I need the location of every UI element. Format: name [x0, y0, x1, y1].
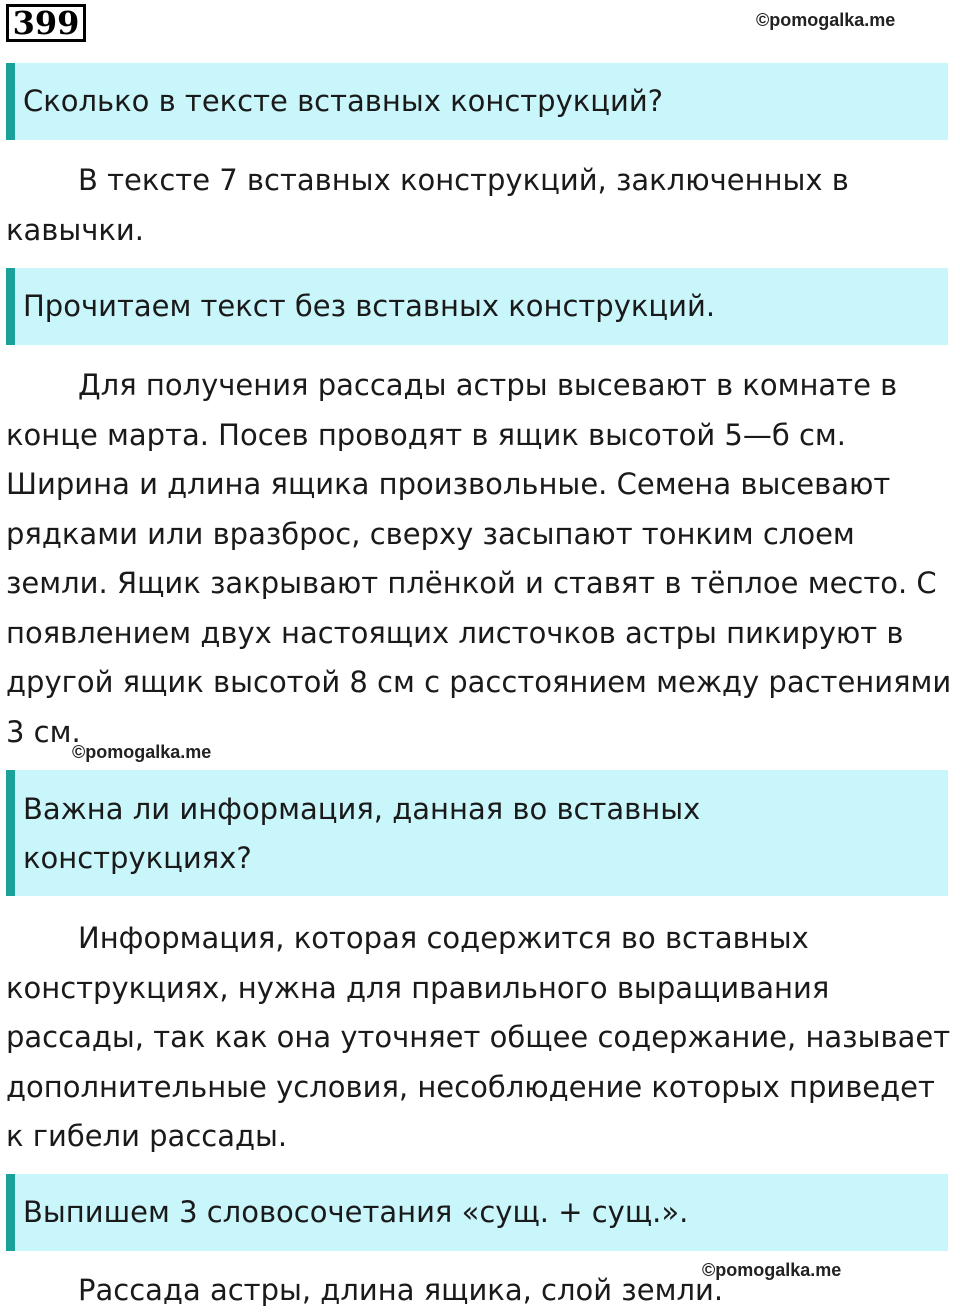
question-text: Важна ли информация, данная во вставных конструкциях?: [23, 792, 701, 875]
answer-paragraph-4: Рассада астры, длина ящика, слой земли.: [78, 1273, 724, 1307]
question-bar-4: [6, 1174, 948, 1251]
task-number-box: 399: [6, 4, 86, 42]
question-bar-1: [6, 63, 948, 140]
watermark-top: ©pomogalka.me: [756, 10, 896, 30]
watermark-middle: ©pomogalka.me: [72, 742, 212, 762]
question-text: Прочитаем текст без вставных конструкций.: [23, 289, 716, 323]
answer-paragraph-2: Для получения рассады астры высевают в комнате в конце марта. Посев проводят в ящик высотой 5—б см. Ширина и длина ящика произвольные. Семена высевают рядками или вразброс, сверху засыпают тонким слоем земли. Ящик закрывают плёнкой и ставят в тёплое место. С появлением двух настоящих листочков астры пикируют в другой ящик высотой 8 см с расстоянием между растениями 3 см.: [6, 368, 952, 749]
question-text: Выпишем 3 словосочетания «сущ. + сущ.».: [23, 1195, 689, 1229]
question-text: Сколько в тексте вставных конструкций?: [23, 84, 664, 118]
answer-paragraph-1: В тексте 7 вставных конструкций, заключенных в кавычки.: [6, 163, 849, 247]
answer-paragraph-3: Информация, которая содержится во вставных конструкциях, нужна для правильного выращивания рассады, так как она уточняет общее содержание, называет дополнительные условия, несоблюдение которых приведет к гибели рассады.: [6, 921, 951, 1153]
question-bar-3: [6, 770, 948, 896]
question-bar-2: [6, 268, 948, 345]
watermark-bottom: ©pomogalka.me: [702, 1260, 842, 1280]
